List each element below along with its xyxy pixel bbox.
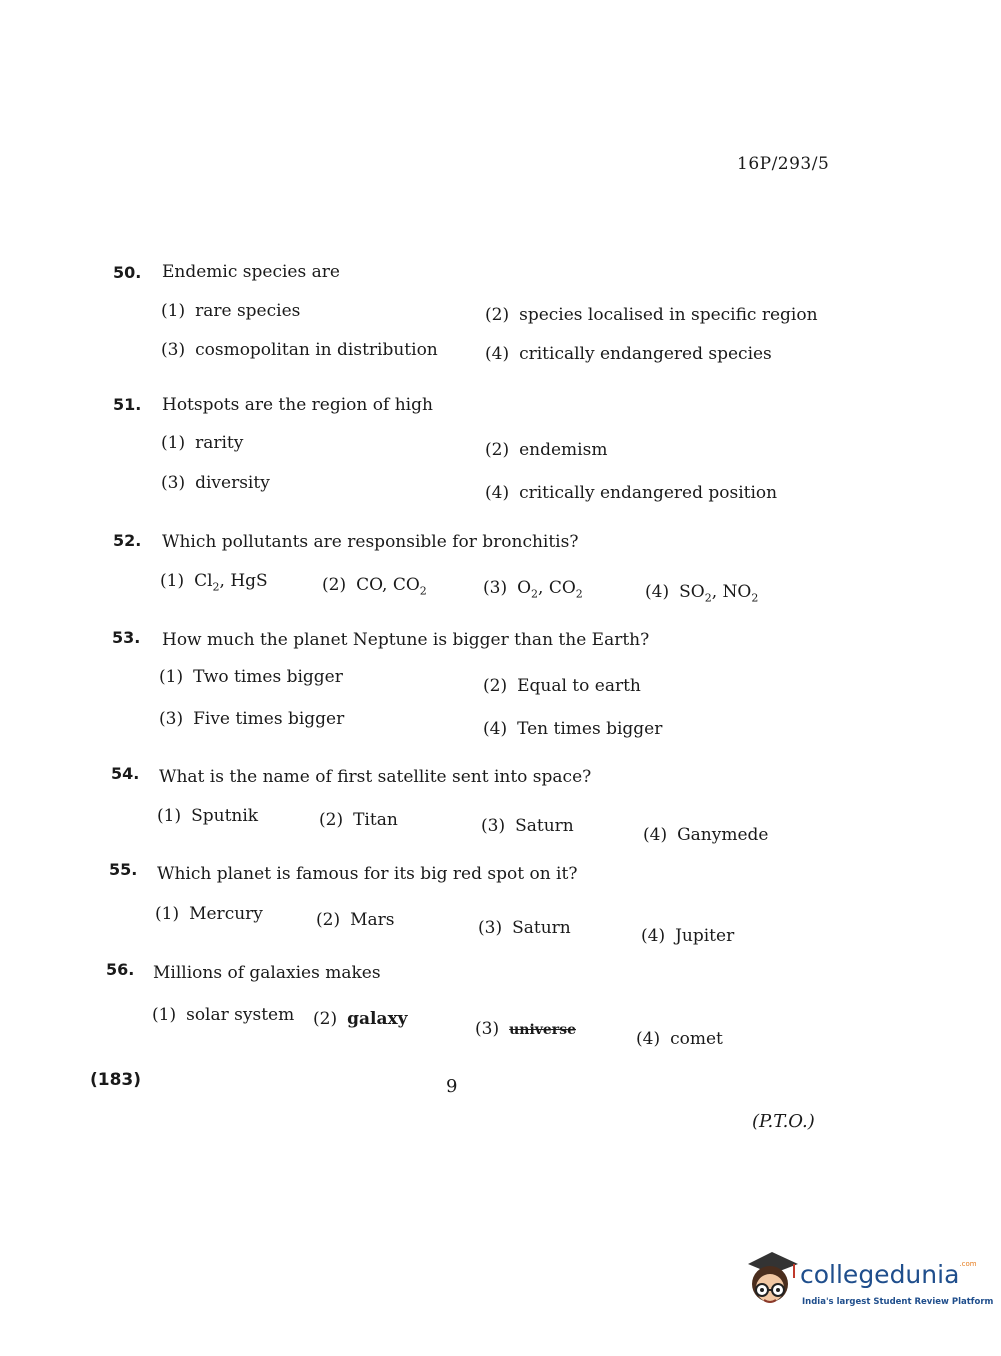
option-number: (4) — [636, 1029, 661, 1049]
option-text: critically endangered species — [519, 344, 772, 364]
option — [483, 719, 662, 739]
option-number: (3) — [161, 473, 186, 493]
option — [161, 473, 270, 493]
option-number: (4) — [645, 582, 670, 602]
question-number: 52. — [113, 531, 142, 550]
option — [641, 926, 734, 946]
formula: $Cl_2$, HgS — [194, 571, 268, 594]
option-text: critically endangered position — [519, 483, 778, 503]
booklet-code: (183) — [90, 1070, 142, 1090]
option-text: solar system — [186, 1005, 295, 1025]
option-number: (3) — [159, 709, 184, 729]
option — [485, 344, 772, 364]
option-text: universe — [509, 1022, 576, 1038]
option-text: rare species — [195, 301, 301, 321]
formula: $SO_2$, $NO_2$ — [679, 582, 759, 605]
option-number: (1) — [160, 571, 185, 591]
option — [485, 440, 607, 460]
brand-name: collegedunia — [800, 1260, 960, 1289]
option-number: (2) — [313, 1009, 338, 1029]
option-text: cosmopolitan in distribution — [195, 340, 438, 360]
option — [481, 816, 574, 836]
question-number: 56. — [106, 960, 135, 979]
option-number: (2) — [485, 440, 510, 460]
option — [319, 810, 398, 830]
option-text: Jupiter — [675, 926, 735, 946]
option-number: (3) — [475, 1019, 500, 1039]
option-number: (1) — [155, 904, 180, 924]
option — [313, 1009, 407, 1029]
question-text: Which planet is famous for its big red spot on it? — [157, 864, 578, 884]
option — [485, 305, 818, 325]
option-text: Sputnik — [191, 806, 259, 826]
option-text: endemism — [519, 440, 608, 460]
option-number: (2) — [316, 910, 341, 930]
question-text: What is the name of first satellite sent into space? — [159, 767, 592, 787]
option-number: (2) — [322, 575, 347, 595]
option-number: (4) — [485, 483, 510, 503]
option — [161, 433, 243, 453]
option-number: (2) — [319, 810, 344, 830]
option-number: (4) — [485, 344, 510, 364]
option — [645, 582, 758, 604]
question-number: 51. — [113, 395, 142, 414]
option-text: Saturn — [515, 816, 574, 836]
option-text: Ganymede — [677, 825, 769, 845]
option-number: (1) — [159, 667, 184, 687]
pto-label: (P.T.O.) — [752, 1111, 815, 1132]
option-number: (3) — [481, 816, 506, 836]
option-number: (4) — [643, 825, 668, 845]
brand-tagline: India's largest Student Review Platform — [802, 1297, 994, 1307]
option — [475, 1019, 576, 1039]
option-number: (1) — [157, 806, 182, 826]
option-number: (3) — [478, 918, 503, 938]
question-number: 54. — [111, 764, 140, 783]
option-text: species localised in specific region — [519, 305, 818, 325]
option — [316, 910, 395, 930]
option-number: (4) — [641, 926, 666, 946]
option — [157, 806, 258, 826]
option — [636, 1029, 723, 1049]
option-number: (4) — [483, 719, 508, 739]
option — [485, 483, 777, 503]
option-text: Ten times bigger — [517, 719, 663, 739]
option — [322, 575, 427, 597]
option-text: Five times bigger — [193, 709, 345, 729]
option-text: Equal to earth — [517, 676, 641, 696]
option — [160, 571, 268, 593]
option-number: (2) — [485, 305, 510, 325]
option-text: diversity — [195, 473, 270, 493]
option-text: galaxy — [347, 1009, 408, 1029]
paper-code: 16P/293/5 — [737, 154, 830, 174]
option-text: rarity — [195, 433, 244, 453]
brand-tld: .com — [959, 1260, 977, 1268]
option-text: Titan — [353, 810, 398, 830]
option-text: comet — [670, 1029, 723, 1049]
option-number: (3) — [483, 578, 508, 598]
option — [483, 578, 583, 600]
option-number: (3) — [161, 340, 186, 360]
collegedunia-logo — [742, 1250, 994, 1320]
option — [478, 918, 571, 938]
page-number: 9 — [446, 1076, 458, 1097]
option — [161, 301, 300, 321]
option — [152, 1005, 294, 1025]
question-number: 50. — [113, 263, 142, 282]
option — [159, 667, 343, 687]
question-text: Hotspots are the region of high — [162, 395, 433, 415]
option-text: Two times bigger — [193, 667, 343, 687]
formula: CO, $CO_2$ — [356, 575, 427, 598]
option — [155, 904, 263, 924]
option — [483, 676, 641, 696]
option — [643, 825, 769, 845]
option-text: Mercury — [189, 904, 263, 924]
option — [161, 340, 438, 360]
option — [159, 709, 344, 729]
question-number: 55. — [109, 860, 138, 879]
option-number: (1) — [152, 1005, 177, 1025]
formula: $O_2$, $CO_2$ — [517, 578, 583, 601]
mascot-icon — [742, 1250, 804, 1316]
option-number: (2) — [483, 676, 508, 696]
option-number: (1) — [161, 433, 186, 453]
question-text: Millions of galaxies makes — [153, 963, 381, 983]
question-text: Endemic species are — [162, 262, 340, 282]
question-number: 53. — [112, 628, 141, 647]
option-text: Saturn — [512, 918, 571, 938]
question-text: Which pollutants are responsible for bronchitis? — [162, 532, 579, 552]
question-text: How much the planet Neptune is bigger than the Earth? — [162, 630, 650, 650]
option-text: Mars — [350, 910, 395, 930]
option-number: (1) — [161, 301, 186, 321]
